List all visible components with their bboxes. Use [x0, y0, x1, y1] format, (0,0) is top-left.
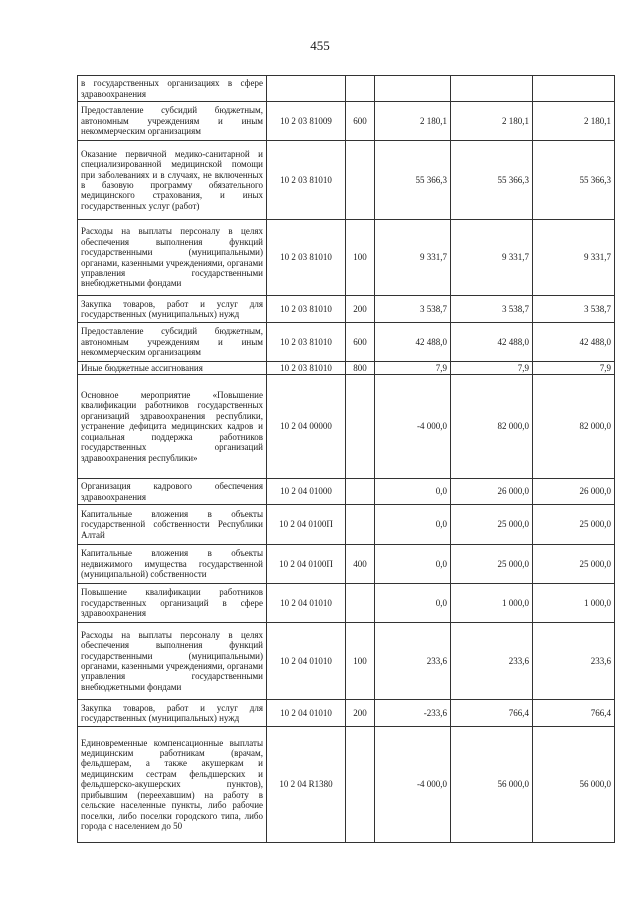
cell-amount-3: 2 180,1	[533, 102, 615, 141]
cell-amount-3: 56 000,0	[533, 727, 615, 843]
cell-expense-type	[346, 76, 375, 102]
cell-code: 10 2 03 81010	[267, 323, 346, 362]
cell-name: Закупка товаров, работ и услуг для государственных (муниципальных) нужд	[78, 296, 267, 323]
cell-amount-1: 0,0	[375, 479, 451, 505]
table-row	[78, 362, 615, 375]
cell-amount-1: 9 331,7	[375, 220, 451, 296]
table-row	[78, 584, 615, 623]
cell-expense-type: 600	[346, 102, 375, 141]
cell-expense-type	[346, 375, 375, 479]
table-row	[78, 505, 615, 545]
cell-code: 10 2 04 01010	[267, 700, 346, 727]
table-row	[78, 623, 615, 700]
cell-expense-type: 200	[346, 700, 375, 727]
table-row	[78, 76, 615, 102]
cell-code: 10 2 04 01000	[267, 479, 346, 505]
cell-code: 10 2 04 00000	[267, 375, 346, 479]
cell-amount-3: 42 488,0	[533, 323, 615, 362]
cell-name: Закупка товаров, работ и услуг для государственных (муниципальных) нужд	[78, 700, 267, 727]
cell-amount-1: -4 000,0	[375, 375, 451, 479]
cell-code: 10 2 03 81010	[267, 362, 346, 375]
cell-name: Капитальные вложения в объекты государственной собственности Республики Алтай	[78, 505, 267, 545]
cell-amount-2: 55 366,3	[451, 141, 533, 220]
cell-amount-1: 0,0	[375, 545, 451, 584]
cell-amount-2: 233,6	[451, 623, 533, 700]
cell-amount-1: 55 366,3	[375, 141, 451, 220]
cell-name: Расходы на выплаты персоналу в целях обеспечения выполнения функций государственными (муниципальными) органами, казенными учреждениями, органами управления государственными внебюджетными фондами	[78, 220, 267, 296]
cell-expense-type: 600	[346, 323, 375, 362]
cell-expense-type: 400	[346, 545, 375, 584]
cell-amount-2: 766,4	[451, 700, 533, 727]
cell-amount-3: 55 366,3	[533, 141, 615, 220]
cell-name: Капитальные вложения в объекты недвижимого имущества государственной (муниципальной) собственности	[78, 545, 267, 584]
cell-expense-type	[346, 141, 375, 220]
cell-code: 10 2 04 01010	[267, 623, 346, 700]
cell-amount-3: 1 000,0	[533, 584, 615, 623]
cell-amount-2: 7,9	[451, 362, 533, 375]
cell-amount-1: -4 000,0	[375, 727, 451, 843]
cell-name: Иные бюджетные ассигнования	[78, 362, 267, 375]
cell-amount-2: 2 180,1	[451, 102, 533, 141]
cell-amount-3	[533, 76, 615, 102]
cell-expense-type	[346, 505, 375, 545]
budget-table-body	[78, 76, 615, 843]
cell-amount-3: 3 538,7	[533, 296, 615, 323]
table-row	[78, 727, 615, 843]
cell-amount-3: 9 331,7	[533, 220, 615, 296]
cell-amount-3: 766,4	[533, 700, 615, 727]
cell-code: 10 2 03 81009	[267, 102, 346, 141]
cell-amount-2: 3 538,7	[451, 296, 533, 323]
cell-amount-1: 2 180,1	[375, 102, 451, 141]
budget-table	[77, 75, 615, 843]
cell-amount-1: 7,9	[375, 362, 451, 375]
table-row	[78, 296, 615, 323]
cell-amount-1: 3 538,7	[375, 296, 451, 323]
cell-amount-1	[375, 76, 451, 102]
cell-name: Оказание первичной медико-санитарной и специализированной медицинской помощи при заболеваниях и в случаях, не включенных в базовую программу обязательного медицинского страхования, и иных государственных услуг (работ)	[78, 141, 267, 220]
cell-amount-3: 7,9	[533, 362, 615, 375]
cell-amount-2: 42 488,0	[451, 323, 533, 362]
cell-amount-3: 25 000,0	[533, 545, 615, 584]
cell-expense-type	[346, 479, 375, 505]
cell-amount-2: 25 000,0	[451, 545, 533, 584]
cell-name: Основное мероприятие «Повышение квалификации работников государственных организаций здравоохранения республики, устранение дефицита медицинских кадров и социальная поддержка работников государственных организаций здравоохранения республики»	[78, 375, 267, 479]
cell-amount-2: 26 000,0	[451, 479, 533, 505]
cell-amount-3: 25 000,0	[533, 505, 615, 545]
cell-amount-3: 233,6	[533, 623, 615, 700]
cell-amount-1: -233,6	[375, 700, 451, 727]
cell-amount-1: 0,0	[375, 584, 451, 623]
table-row	[78, 700, 615, 727]
cell-name: Предоставление субсидий бюджетным, автономным учреждениям и иным некоммерческим организациям	[78, 102, 267, 141]
cell-expense-type: 800	[346, 362, 375, 375]
cell-amount-3: 26 000,0	[533, 479, 615, 505]
table-row	[78, 220, 615, 296]
cell-name: Повышение квалификации работников государственных организаций в сфере здравоохранения	[78, 584, 267, 623]
cell-expense-type: 100	[346, 623, 375, 700]
cell-name: Организация кадрового обеспечения здравоохранения	[78, 479, 267, 505]
cell-name: Предоставление субсидий бюджетным, автономным учреждениям и иным некоммерческим организациям	[78, 323, 267, 362]
cell-expense-type: 200	[346, 296, 375, 323]
table-row	[78, 545, 615, 584]
cell-name: в государственных организациях в сфере здравоохранения	[78, 76, 267, 102]
table-row	[78, 323, 615, 362]
cell-amount-3: 82 000,0	[533, 375, 615, 479]
cell-code	[267, 76, 346, 102]
cell-code: 10 2 04 0100П	[267, 545, 346, 584]
cell-name: Расходы на выплаты персоналу в целях обеспечения выполнения функций государственными (муниципальными) органами, казенными учреждениями, органами управления государственными внебюджетными фондами	[78, 623, 267, 700]
cell-code: 10 2 04 01010	[267, 584, 346, 623]
cell-code: 10 2 03 81010	[267, 141, 346, 220]
cell-expense-type	[346, 584, 375, 623]
cell-amount-2: 25 000,0	[451, 505, 533, 545]
cell-code: 10 2 04 R1380	[267, 727, 346, 843]
cell-code: 10 2 03 81010	[267, 220, 346, 296]
cell-amount-1: 233,6	[375, 623, 451, 700]
cell-amount-2: 9 331,7	[451, 220, 533, 296]
cell-amount-2: 82 000,0	[451, 375, 533, 479]
cell-amount-2: 56 000,0	[451, 727, 533, 843]
cell-amount-2: 1 000,0	[451, 584, 533, 623]
cell-expense-type: 100	[346, 220, 375, 296]
table-row	[78, 102, 615, 141]
cell-expense-type	[346, 727, 375, 843]
page-number: 455	[310, 38, 330, 53]
cell-amount-1: 42 488,0	[375, 323, 451, 362]
cell-amount-1: 0,0	[375, 505, 451, 545]
cell-amount-2	[451, 76, 533, 102]
table-row	[78, 375, 615, 479]
cell-code: 10 2 03 81010	[267, 296, 346, 323]
table-row	[78, 479, 615, 505]
table-row	[78, 141, 615, 220]
cell-code: 10 2 04 0100П	[267, 505, 346, 545]
cell-name: Единовременные компенсационные выплаты медицинским работникам (врачам, фельдшерам, а также акушеркам и медицинским сестрам фельдшерских и фельдшерско-акушерских пунктов), прибывшим (переехавшим) на работу в сельские населенные пункты, либо рабочие поселки, либо поселки городского типа, либо города с населением до 50	[78, 727, 267, 843]
